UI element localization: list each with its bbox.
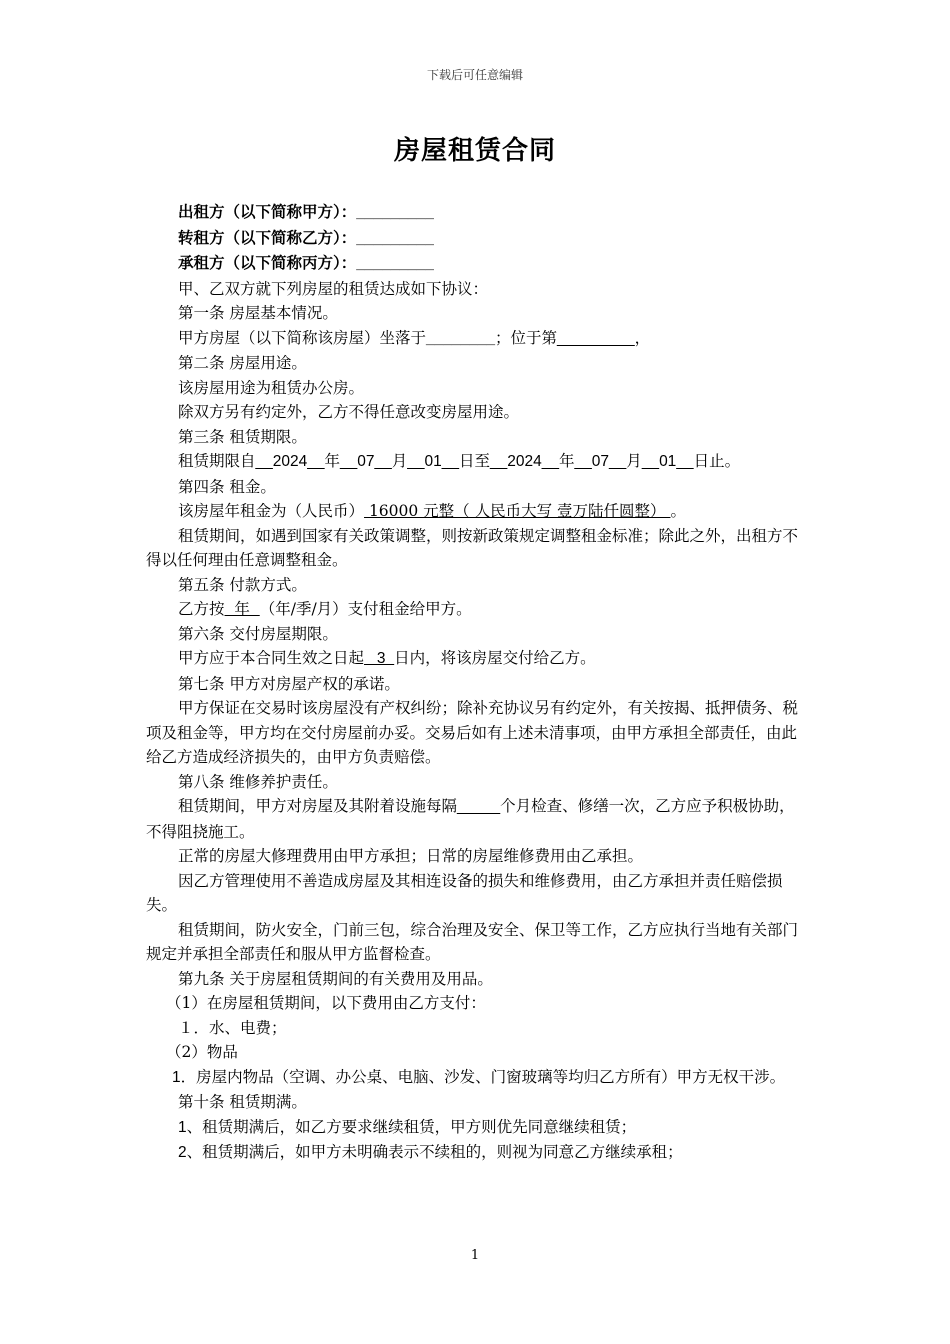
- article-8-para-2: 正常的房屋大修理费用由甲方承担；日常的房屋维修费用由乙承担。: [178, 847, 644, 865]
- article-6-heading: 第六条 交付房屋期限。: [178, 624, 338, 643]
- article-10-item-1: 1、租赁期满后，如乙方要求继续租赁，甲方则优先同意继续租赁；: [178, 1117, 637, 1136]
- article-5-heading: 第五条 付款方式。: [178, 575, 307, 594]
- article-2-para-1: 该房屋用途为租赁办公房。: [178, 378, 365, 397]
- article-8-para-4: 租赁期间，防火安全，门前三包，综合治理及安全、保卫等工作，乙方应执行当地有关部门规定并承担全部责任和服从甲方监督检查。: [146, 920, 799, 963]
- article-9-item-2-1: 1．房屋内物品（空调、办公桌、电脑、沙发、门窗玻璃等均归乙方所有）甲方无权干涉。: [172, 1067, 786, 1086]
- article-8-heading: 第八条 维修养护责任。: [178, 772, 338, 791]
- article-3-term: 租赁期限自__2024__年__07__月__01__日至__2024__年__07__月__01__日止。: [178, 452, 741, 470]
- article-1-para: 甲方房屋（以下简称该房屋）坐落于________；位于第_________，: [178, 328, 651, 347]
- article-4-para-2: 租赁期间，如遇到国家有关政策调整，则按新政策规定调整租金标准；除此之外，出租方不得以任何理由任意调整租金。: [146, 526, 799, 569]
- page-header: 下载后可任意编辑: [426, 68, 523, 82]
- article-9-item-1-1: １．水、电费；: [178, 1018, 287, 1037]
- article-6-para: 甲方应于本合同生效之日起 3 日内，将该房屋交付给乙方。: [178, 649, 596, 667]
- article-8-para-1: 租赁期间，甲方对房屋及其附着设施每隔_____个月检查、修缮一次，乙方应予积极协助，不得阻挠施工。: [146, 797, 795, 841]
- article-4-para-1: 该房屋年租金为（人民币） 16000 元整（ 人民币大写 壹万陆仟圆整） 。: [178, 502, 686, 520]
- article-9-heading: 第九条 关于房屋租赁期间的有关费用及用品。: [178, 969, 493, 988]
- article-4-heading: 第四条 租金。: [178, 477, 276, 496]
- party-lessor: 出租方（以下简称甲方）：_________: [178, 202, 434, 221]
- article-5-para: 乙方按 年 （年/季/月）支付租金给甲方。: [178, 600, 472, 618]
- article-1-heading: 第一条 房屋基本情况。: [178, 304, 338, 322]
- party-lessee: 承租方（以下简称丙方）：_________: [178, 253, 434, 272]
- article-7-para: 甲方保证在交易时该房屋没有产权纠纷；除补充协议另有约定外，有关按揭、抵押债务、税项及租金等，甲方均在交付房屋前办妥。交易后如有上述未清事项，由甲方承担全部责任，由此给乙方造成经济损失的，由甲方负责赔偿。: [146, 699, 799, 766]
- party-sublessor: 转租方（以下简称乙方）：_________: [178, 227, 434, 247]
- rent-amount: 16000 元整（ 人民币大写 壹万陆仟圆整）: [364, 502, 671, 520]
- page-number: 1: [470, 1248, 480, 1263]
- article-3-heading: 第三条 租赁期限。: [178, 427, 307, 446]
- article-2-para-2: 除双方另有约定外，乙方不得任意改变房屋用途。: [178, 403, 520, 421]
- article-2-heading: 第二条 房屋用途。: [178, 354, 307, 372]
- contract-body: [146, 200, 806, 1166]
- article-9-item-1: （1）在房屋租赁期间，以下费用由乙方支付：: [166, 994, 486, 1012]
- document-title: 房屋租赁合同: [393, 136, 556, 166]
- article-7-heading: 第七条 甲方对房屋产权的承诺。: [178, 674, 400, 693]
- payment-period: 年: [224, 600, 260, 618]
- article-8-para-3: 因乙方管理使用不善造成房屋及其相连设备的损失和维修费用，由乙方承担并责任赔偿损失。: [146, 871, 783, 914]
- delivery-days: 3: [364, 650, 395, 667]
- article-10-heading: 第十条 租赁期满。: [178, 1093, 307, 1111]
- article-10-item-2: 2、租赁期满后，如甲方未明确表示不续租的，则视为同意乙方继续承租；: [178, 1143, 683, 1161]
- intro-text: 甲、乙双方就下列房屋的租赁达成如下协议：: [178, 279, 489, 298]
- article-9-item-2: （2）物品: [166, 1043, 238, 1061]
